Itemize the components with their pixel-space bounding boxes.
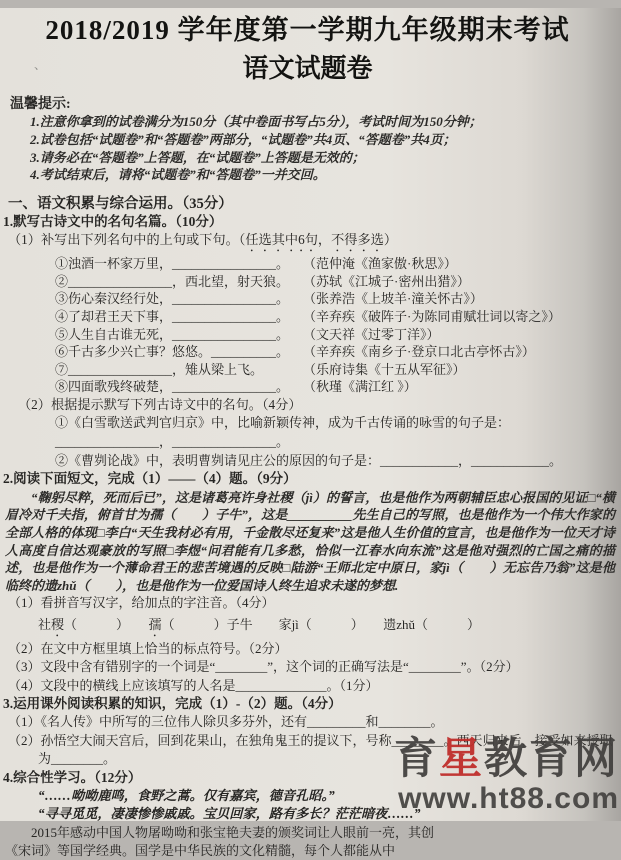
notice-item-4: 4.考试结束后，请将“试题卷”和“答题卷”一并交回。	[30, 167, 326, 183]
fill-blank-source: （苏轼《江城子·密州出猎》）	[303, 273, 470, 289]
watermark-red-char: 星	[439, 735, 484, 783]
fill-blank-stem: ⑧四面歌残终破楚，________________。	[55, 379, 290, 395]
fill-blank-item-2	[55, 273, 621, 291]
pinyin-seg: （ ）子牛 家jì（ ） 遗zhǔ（ ）	[161, 616, 481, 632]
question-3-sub-2: （2）孙悟空大闹天宫后，回到花果山，在独角鬼王的提议下，号称________。西天归来后，接受如来授职为________。	[8, 732, 613, 767]
fill-blank-source: （秋瑾《满江红 》）	[303, 379, 417, 395]
q1-1-intro-post: ）	[383, 232, 398, 248]
fill-blank-stem: ⑥千古多少兴亡事？悠悠。__________。	[55, 344, 290, 360]
q1-1-intro-emphasis: 任选其中6句，不得多选	[245, 232, 384, 248]
question-1-2-item-1: ①《白雪歌送武判官归京》中，比喻新颖传神，成为千古传诵的咏雪的句子是：	[55, 414, 511, 430]
question-3-sub-1: （1）《名人传》中所写的三位伟人除贝多芬外，还有_________和________。	[8, 714, 444, 730]
watermark-text: 教育网	[484, 735, 619, 783]
pinyin-seg: （ ）	[64, 616, 149, 632]
fill-blank-stem: ③伤心秦汉经行处，________________。	[55, 291, 290, 307]
exam-paper-page	[0, 8, 621, 858]
fill-blank-source: （文天祥《过零丁洋》）	[303, 326, 440, 342]
question-2-passage: “鞠躬尽粹，死而后已”，这是诸葛亮许身社稷（jì）的誓言，也是他作为两朝辅臣忠心报国的见证□“横眉冷对千夫指，俯首甘为孺（ ）子牛”，这是__________先生自己的写照，也是他作为一个伟大作家的全部人格的体现□李白“天生我材必有用，千金散尽还复来”这是他人生价值的宣言，也是他作为一位天才诗人高度自信达观豪放的写照□李煜“问君能有几多愁，恰似一江春水向东流”这是他对强烈的亡国之痛的描述，也是他作为一个薄命君王的悲苦境遇的反映□陆游“王师北定中原日，家jì（ ）无忘告乃翁”这是他临终的遗zhǔ（ ），也是他作为一位爱国诗人终生追求未遂的梦想.	[5, 489, 615, 593]
fill-blank-stem: ①浊酒一杯家万里，________________。	[55, 256, 290, 272]
fill-blank-source: （张养浩《上坡羊·潼关怀古》）	[303, 291, 483, 307]
question-4-quote-2: “寻寻觅觅，凄凄惨惨戚戚。宝贝回家，路有多长？茫茫暗夜……”	[38, 806, 421, 822]
fill-blank-stem: ④了却君王天下事，________________。	[55, 308, 290, 324]
question-3-heading: 3.运用课外阅读积累的知识，完成（1）-（2）题。（4分）	[3, 696, 342, 712]
notice-block	[0, 93, 621, 184]
fill-blank-stem: ②________________，西北望，射天狼。	[55, 273, 290, 289]
fill-blank-stem: ⑤人生自古谁无死，________________。	[55, 326, 290, 342]
fill-blank-source: （辛弃疾《南乡子·登京口北古亭怀古》）	[303, 344, 535, 360]
fill-blank-item-4	[55, 308, 621, 326]
watermark-text: 育	[394, 735, 439, 783]
fill-blank-item-8	[55, 378, 621, 396]
notice-item-3: 3.请务必在“答题卷”上答题，在“试题卷”上答题是无效的；	[30, 149, 365, 165]
question-2-sub-1: （1）看拼音写汉字，给加点的字注音。（4分）	[8, 595, 275, 611]
fill-blank-item-7	[55, 361, 621, 379]
fill-blank-source: （辛弃疾《破阵子·为陈同甫赋壮词以寄之》）	[303, 308, 561, 324]
notice-item-2: 2.试卷包括“试题卷”和“答题卷”两部分，“试题卷”共4页、“答题卷”共4页；	[30, 131, 456, 147]
question-1-2-item-1-blanks: ________________，________________。	[55, 434, 290, 450]
question-1-2-item-2: ②《曹刿论战》中，表明曹刿请见庄公的原因的句子是：____________，____________。	[55, 453, 563, 469]
fill-blank-stem: ⑦________________，雉从梁上飞。	[55, 361, 264, 377]
exam-title-line2: 语文试题卷	[242, 54, 373, 83]
pinyin-dotted-char: 孺	[148, 616, 162, 632]
question-2-sub-3: （3）文段中含有错别字的一个词是“________”，这个词的正确写法是“________”。（2分）	[8, 659, 519, 675]
question-2-sub-4: （4）文段中的横线上应该填写的人名是______________。（1分）	[8, 677, 379, 693]
pinyin-seg: 社	[38, 616, 52, 632]
fill-blank-item-6	[55, 343, 621, 361]
fill-blank-source: （范仲淹《渔家傲·秋思》）	[303, 256, 457, 272]
q1-1-intro-pre: （1）补写出下列名句中的上句或下句。（	[8, 232, 246, 248]
question-2-sub-2: （2）在文中方框里填上恰当的标点符号。（2分）	[8, 640, 288, 656]
scan-artifact-mark: 、	[34, 58, 47, 72]
question-1-2-heading: （2）根据提示默写下列古诗文中的名句。（4分）	[18, 396, 302, 412]
exam-title-line1: 2018/2019 学年度第一学期九年级期末考试	[45, 15, 570, 45]
section-1-heading: 一、语文积累与综合运用。（35分）	[8, 196, 233, 213]
notice-label: 温馨提示:	[10, 97, 71, 112]
question-4-quote-1: “……呦呦鹿鸣，食野之蒿。仅有嘉宾，德音孔昭。”	[38, 787, 335, 803]
question-1-1-intro	[8, 231, 621, 255]
fill-blank-source: （乐府诗集《十五从军征》）	[303, 361, 466, 377]
pinyin-dotted-char: 稷	[51, 616, 65, 632]
question-4-paragraph-line-1: 2015年感动中国人物屠呦呦和张宝艳夫妻的颁奖词让人眼前一亮，其创	[31, 824, 435, 840]
notice-item-1: 1.注意你拿到的试卷满分为150分（其中卷面书写占5分），考试时间为150分钟；	[30, 114, 482, 129]
question-4-heading: 4.综合性学习。（12分）	[3, 769, 142, 785]
question-2-pinyin-line	[38, 613, 621, 640]
watermark-url: www.ht88.com	[398, 782, 619, 815]
question-2-heading: 2.阅读下面短文，完成（1）——（4）题。（9分）	[3, 470, 297, 486]
fill-blank-item-3	[55, 290, 621, 308]
question-1-heading: 1.默写古诗文中的名句名篇。（10分）	[3, 214, 223, 230]
question-4-paragraph-line-2: 《宋词》等国学经典。国学是中华民族的文化精髓，每个人都能从中	[5, 842, 396, 858]
fill-blank-item-5	[55, 326, 621, 344]
fill-blank-item-1	[55, 255, 621, 273]
